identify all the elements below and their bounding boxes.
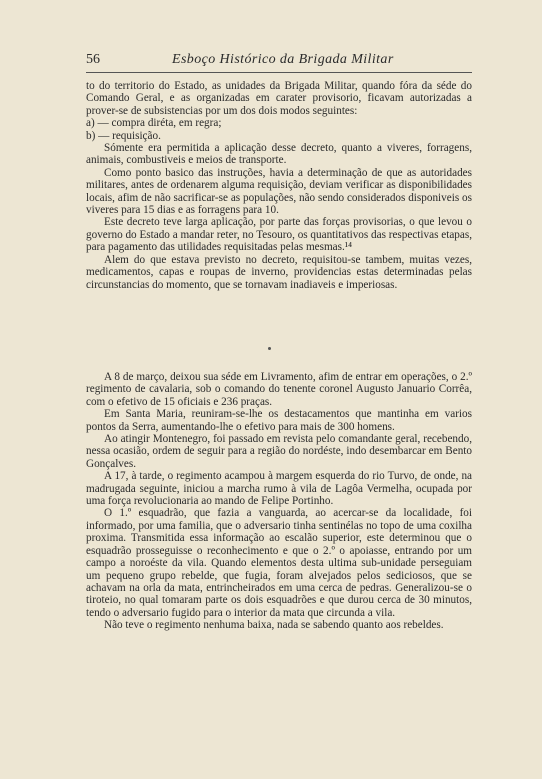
paragraph: O 1.º esquadrão, que fazia a vanguarda, ao acercar-se da localidade, foi informado, por uma familia, que o adversario tinha sentinélas no topo de uma coxilha proxima. Transmitida essa informação ao escalão superior, este determinou que o esquadrão prosseguisse o reconhecimento e que o 2.º o apoiasse, entrando por um campo a noroéste da vila. Quando elementos desta ultima sub-unidade perseguiam um pequeno grupo rebelde, que fugia, foram alvejados pelos sediciosos, que se achavam na orla da mata, entrincheirados em uma cerca de pedras. Generalizou-se o tiroteio, no qual tomaram parte os dois esquadrões e que durou cerca de 30 minutos, tendo o adversario fugido para o interior da mata que circunda a vila. (86, 507, 472, 619)
section-separator (268, 347, 271, 350)
paragraph: Sómente era permitida a aplicação desse decreto, quanto a viveres, forragens, animais, combustiveis e meios de transporte. (86, 142, 472, 167)
paragraph: A 8 de março, deixou sua séde em Livramento, afim de entrar em operações, o 2.º regimento de cavalaria, sob o comando do tenente coronel Augusto Januario Corrêa, com o efetivo de 15 oficiais e 236 praças. (86, 371, 472, 408)
text-block-requisitions (86, 80, 472, 291)
list-item-a: a) — compra diréta, em regra; (86, 117, 222, 130)
paragraph: A 17, à tarde, o regimento acampou à margem esquerda do rio Turvo, de onde, na madrugada seguinte, iniciou a marcha rumo à vila de Lagôa Vermelha, ocupada por uma força revolucionaria ao mando de Felipe Portinho. (86, 470, 472, 508)
paragraph: Este decreto teve larga aplicação, por parte das forças provisorias, o que levou o governo do Estado a mandar reter, no Tesouro, os quantitativos das respectivas etapas, para pagamento das utilidades requisitadas pelas mesmas.¹⁴ (86, 216, 472, 254)
text-block-regiment (86, 371, 472, 632)
paragraph: Em Santa Maria, reuniram-se-lhe os destacamentos que mantinha em varios pontos da Serra, aumentando-lhe o efetivo para mais de 300 homens. (86, 408, 472, 433)
running-title: Esboço Histórico da Brigada Militar (172, 52, 394, 67)
paragraph: Alem do que estava previsto no decreto, requisitou-se tambem, muitas vezes, medicamentos, capas e roupas de inverno, providencias estas determinadas pelas circunstancias do momento, que se tornavam inadiaveis e imperiosas. (86, 253, 472, 291)
paragraph: Não teve o regimento nenhuma baixa, nada se sabendo quanto aos rebeldes. (104, 619, 444, 632)
paragraph: Como ponto basico das instruções, havia a determinação de que as autoridades militares, antes de ordenarem alguma requisição, deviam verificar as disponibilidades locais, afim de não sacrificar-se as populações, não sendo considerados disponiveis os viveres para 15 dias e as forragens para 10. (86, 166, 472, 217)
page-header (86, 50, 472, 73)
list-item-b: b) — requisição. (86, 129, 161, 142)
page-number: 56 (86, 52, 100, 67)
paragraph: to do territorio do Estado, as unidades da Brigada Militar, quando fóra da séde do Comando Geral, e as organizadas em carater provisorio, ficavam autorizadas a prover-se de subsistencias por um dos dois modos seguintes: (86, 80, 472, 117)
paragraph: Ao atingir Montenegro, foi passado em revista pelo comandante geral, recebendo, nessa ocasião, ordem de seguir para a região do nordéste, indo desembarcar em Bento Gonçalves. (86, 433, 472, 470)
